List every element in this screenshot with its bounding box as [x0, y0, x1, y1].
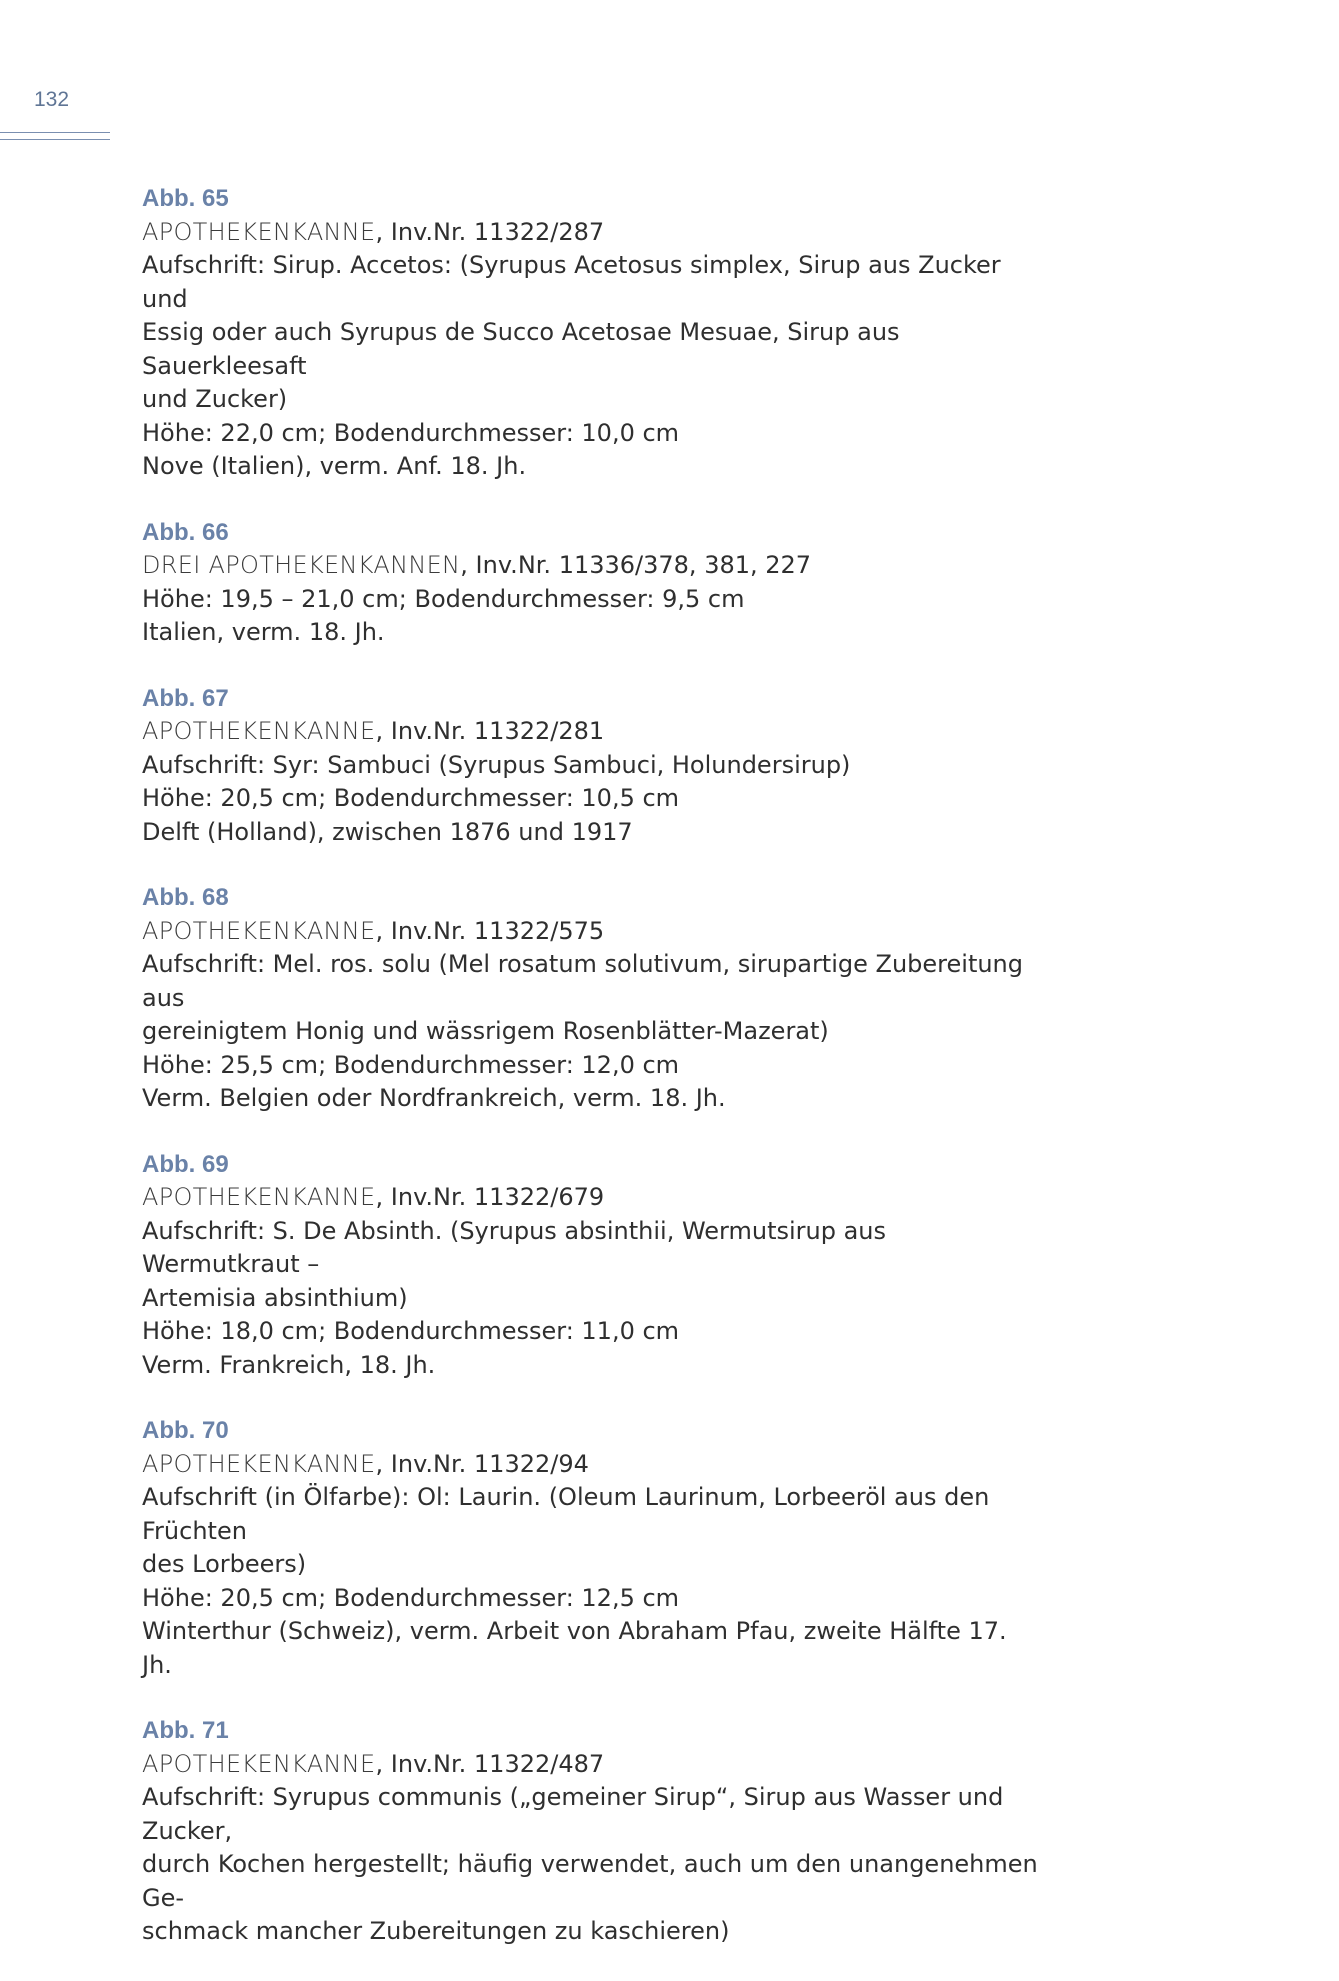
entry-line: Essig oder auch Syrupus de Succo Acetosae Mesuae, Sirup aus Sauerkleesaft — [142, 318, 900, 380]
object-name: APOTHEKENKANNE — [142, 717, 376, 745]
entry-line: Delft (Holland), zwischen 1876 und 1917 — [142, 817, 633, 846]
header-rule — [0, 132, 110, 140]
inventory-number: , Inv.Nr. 11322/287 — [375, 217, 605, 246]
catalog-entry — [142, 682, 1042, 850]
figure-label: Abb. 68 — [142, 884, 229, 911]
page-number: 132 — [34, 88, 70, 111]
entry-line: schmack mancher Zubereitungen zu kaschieren) — [142, 1917, 730, 1945]
catalog-entry — [142, 1148, 1042, 1383]
entry-line: durch Kochen hergestellt; häufig verwendet, auch um den unangenehmen Ge- — [142, 1850, 1038, 1912]
object-name: APOTHEKENKANNE — [142, 1183, 376, 1211]
entry-line: Italien, verm. 18. Jh. — [142, 618, 385, 646]
object-name: APOTHEKENKANNE — [142, 1449, 376, 1478]
entry-title — [142, 1748, 1042, 1782]
inventory-number: , Inv.Nr. 11322/281 — [375, 717, 605, 745]
figure-label: Abb. 66 — [142, 518, 229, 546]
object-name: APOTHEKENKANNE — [142, 1749, 376, 1778]
inventory-number: , Inv.Nr. 11322/94 — [375, 1449, 589, 1478]
entry-line: Höhe: 19,5 – 21,0 cm; Bodendurchmesser: 9,5 cm — [142, 584, 745, 613]
inventory-number: , Inv.Nr. 11322/575 — [375, 916, 605, 945]
inventory-number: , Inv.Nr. 11322/487 — [375, 1749, 605, 1778]
entry-title — [142, 715, 1042, 749]
entry-title — [142, 1181, 1042, 1215]
entry-line: Höhe: 25,5 cm; Bodendurchmesser: 12,0 cm — [142, 1050, 680, 1079]
entry-line: Aufschrift: Sirup. Accetos: (Syrupus Acetosus simplex, Sirup aus Zucker und — [142, 251, 1001, 313]
catalog-entry — [142, 1414, 1042, 1682]
entry-line: Aufschrift: S. De Absinth. (Syrupus absinthii, Wermutsirup aus Wermutkraut – — [142, 1216, 887, 1278]
catalog-entry — [142, 881, 1042, 1116]
catalog-entry — [142, 182, 1042, 484]
entry-line: gereinigtem Honig und wässrigem Rosenblätter-Mazerat) — [142, 1017, 829, 1045]
entry-line: Höhe: 20,5 cm; Bodendurchmesser: 10,5 cm — [142, 784, 680, 812]
entry-line: Aufschrift: Syr: Sambuci (Syrupus Sambuci, Holundersirup) — [142, 750, 851, 779]
entry-line: Höhe: 22,0 cm; Bodendurchmesser: 10,0 cm — [142, 418, 680, 447]
entry-line: Artemisia absinthium) — [142, 1283, 408, 1312]
figure-label: Abb. 65 — [142, 185, 229, 212]
figure-label: Abb. 71 — [142, 1717, 229, 1744]
entry-line: Aufschrift: Mel. ros. solu (Mel rosatum solutivum, sirupartige Zubereitung aus — [142, 950, 1024, 1012]
entry-title — [142, 1448, 1042, 1482]
entry-line: Verm. Frankreich, 18. Jh. — [142, 1350, 436, 1379]
entry-line: Höhe: 18,0 cm; Bodendurchmesser: 11,0 cm — [142, 1317, 680, 1345]
entry-line: Aufschrift (in Ölfarbe): Ol: Laurin. (Oleum Laurinum, Lorbeeröl aus den Früchten — [142, 1483, 990, 1545]
figure-label: Abb. 70 — [142, 1417, 229, 1444]
entry-title — [142, 915, 1042, 949]
entry-line: Verm. Belgien oder Nordfrankreich, verm. 18. Jh. — [142, 1084, 726, 1112]
object-name: APOTHEKENKANNE — [142, 916, 376, 945]
entry-line: Nove (Italien), verm. Anf. 18. Jh. — [142, 452, 527, 480]
inventory-number: , Inv.Nr. 11336/378, 381, 227 — [460, 551, 812, 579]
object-name: DREI APOTHEKENKANNEN — [142, 551, 461, 579]
entry-line: des Lorbeers) — [142, 1550, 307, 1578]
inventory-number: , Inv.Nr. 11322/679 — [375, 1183, 605, 1211]
catalog-entry — [142, 516, 1042, 650]
entry-line: Höhe: 20,5 cm; Bodendurchmesser: 12,5 cm — [142, 1583, 680, 1612]
entry-title — [142, 216, 1042, 250]
catalog-entries — [142, 182, 1042, 1981]
entry-line: und Zucker) — [142, 385, 288, 413]
entry-line: Winterthur (Schweiz), verm. Arbeit von Abraham Pfau, zweite Hälfte 17. Jh. — [142, 1617, 1007, 1679]
object-name: APOTHEKENKANNE — [142, 217, 376, 246]
figure-label: Abb. 69 — [142, 1150, 229, 1178]
entry-title — [142, 549, 1042, 583]
figure-label: Abb. 67 — [142, 684, 229, 712]
entry-line: Aufschrift: Syrupus communis („gemeiner Sirup“, Sirup aus Wasser und Zucker, — [142, 1783, 1004, 1845]
catalog-entry — [142, 1714, 1042, 1949]
